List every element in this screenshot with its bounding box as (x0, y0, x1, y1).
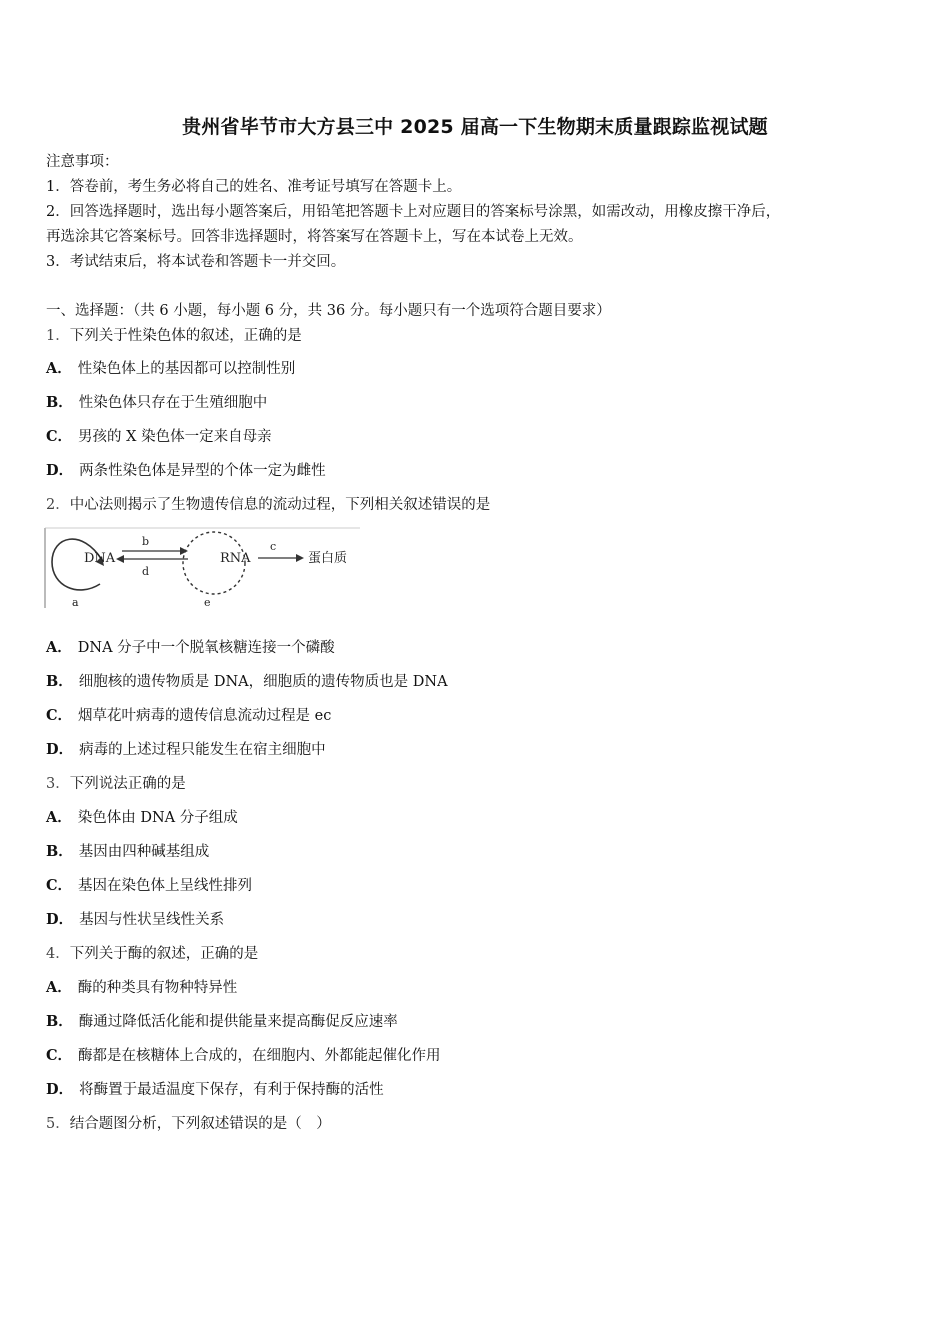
option-label: B． (46, 394, 73, 411)
q3-option-c (46, 876, 252, 896)
option-label: B． (46, 1013, 73, 1030)
question-number: 4． (46, 946, 70, 962)
option-label: C． (46, 877, 73, 894)
q2-option-c (46, 706, 331, 726)
notice-item-3: 3．考试结束后，将本试卷和答题卡一并交回。 (46, 254, 346, 270)
question-number: 1． (46, 328, 70, 344)
option-label: A． (46, 809, 72, 826)
option-text: 基因由四种碱基组成 (78, 844, 210, 860)
option-label: D． (46, 911, 74, 928)
option-text: 基因在染色体上呈线性排列 (78, 878, 253, 894)
q3-option-d (46, 910, 224, 930)
option-text: 性染色体上的基因都可以控制性别 (77, 361, 296, 377)
transcription-arrowhead (180, 547, 188, 555)
option-text: 基因与性状呈线性关系 (79, 912, 225, 928)
question-stem: 下列关于性染色体的叙述，正确的是 (69, 328, 302, 344)
q3-option-a (46, 808, 238, 828)
label-d: d (142, 565, 150, 578)
question-4 (46, 944, 258, 964)
question-stem: 中心法则揭示了生物遗传信息的流动过程，下列相关叙述错误的是 (69, 497, 491, 513)
option-label: D． (46, 741, 74, 758)
central-dogma-diagram (44, 526, 360, 610)
notice-heading: 注意事项： (46, 154, 119, 170)
option-text: 染色体由 DNA 分子组成 (77, 810, 238, 826)
question-stem: 结合题图分析，下列叙述错误的是（ ） (69, 1116, 331, 1132)
q2-option-b (46, 672, 448, 692)
option-text: 酶通过降低活化能和提供能量来提高酶促反应速率 (78, 1014, 398, 1030)
option-label: A． (46, 360, 72, 377)
option-label: B． (46, 673, 73, 690)
question-stem: 下列关于酶的叙述，正确的是 (69, 946, 259, 962)
translation-arrowhead (296, 554, 304, 562)
q4-option-b (46, 1012, 398, 1032)
protein-label: 蛋白质 (308, 551, 348, 566)
page-title: 贵州省毕节市大方县三中 2025 届高一下生物期末质量跟踪监视试题 (182, 116, 768, 138)
option-label: A． (46, 639, 72, 656)
section-heading: 一、选择题：（共 6 小题，每小题 6 分，共 36 分。每小题只有一个选项符合题目要求） (46, 303, 611, 319)
option-label: D． (46, 1081, 74, 1098)
q4-option-a (46, 978, 237, 998)
question-number: 2． (46, 497, 70, 513)
question-number: 5． (46, 1116, 70, 1132)
q1-option-d (46, 461, 326, 481)
option-label: B． (46, 843, 73, 860)
reverse-transcription-arrowhead (116, 555, 124, 563)
label-c: c (270, 540, 277, 553)
q3-option-b (46, 842, 209, 862)
option-text: 两条性染色体是异型的个体一定为雌性 (79, 463, 326, 479)
q1-option-a (46, 359, 295, 379)
option-text: 酶都是在核糖体上合成的，在细胞内、外都能起催化作用 (78, 1048, 441, 1064)
notice-item-2: 2．回答选择题时，选出每小题答案后，用铅笔把答题卡上对应题目的答案标号涂黑，如需改动，用橡皮擦干净后， (46, 204, 781, 220)
option-text: 男孩的 X 染色体一定来自母亲 (78, 429, 272, 445)
label-e: e (204, 596, 211, 609)
notice-item-1: 1．答卷前，考生务必将自己的姓名、准考证号填写在答题卡上。 (46, 179, 462, 195)
option-text: 细胞核的遗传物质是 DNA，细胞质的遗传物质也是 DNA (78, 674, 448, 690)
q4-option-c (46, 1046, 441, 1066)
q2-option-d (46, 740, 326, 760)
question-stem: 下列说法正确的是 (69, 776, 186, 792)
question-3 (46, 774, 186, 794)
option-label: C． (46, 428, 73, 445)
option-label: C． (46, 1047, 73, 1064)
q2-option-a (46, 638, 335, 658)
label-b: b (142, 535, 150, 548)
q1-option-c (46, 427, 272, 447)
rna-label: RNA (220, 551, 251, 566)
dna-label: DNA (84, 551, 116, 566)
question-2 (46, 495, 490, 515)
question-5 (46, 1114, 331, 1134)
question-1 (46, 326, 302, 346)
q1-option-b (46, 393, 267, 413)
notice-item-2-cont: 再选涂其它答案标号。回答非选择题时，将答案写在答题卡上，写在本试卷上无效。 (46, 229, 583, 245)
option-label: D． (46, 462, 74, 479)
option-text: 性染色体只存在于生殖细胞中 (78, 395, 268, 411)
option-label: A． (46, 979, 72, 996)
option-text: 病毒的上述过程只能发生在宿主细胞中 (79, 742, 326, 758)
question-number: 3． (46, 776, 70, 792)
q4-option-d (46, 1080, 384, 1100)
option-label: C． (46, 707, 73, 724)
option-text: DNA 分子中一个脱氧核糖连接一个磷酸 (77, 640, 335, 656)
label-a: a (72, 596, 79, 609)
option-text: 烟草花叶病毒的遗传信息流动过程是 ec (78, 708, 332, 724)
option-text: 将酶置于最适温度下保存，有利于保持酶的活性 (79, 1082, 384, 1098)
option-text: 酶的种类具有物种特异性 (77, 980, 238, 996)
